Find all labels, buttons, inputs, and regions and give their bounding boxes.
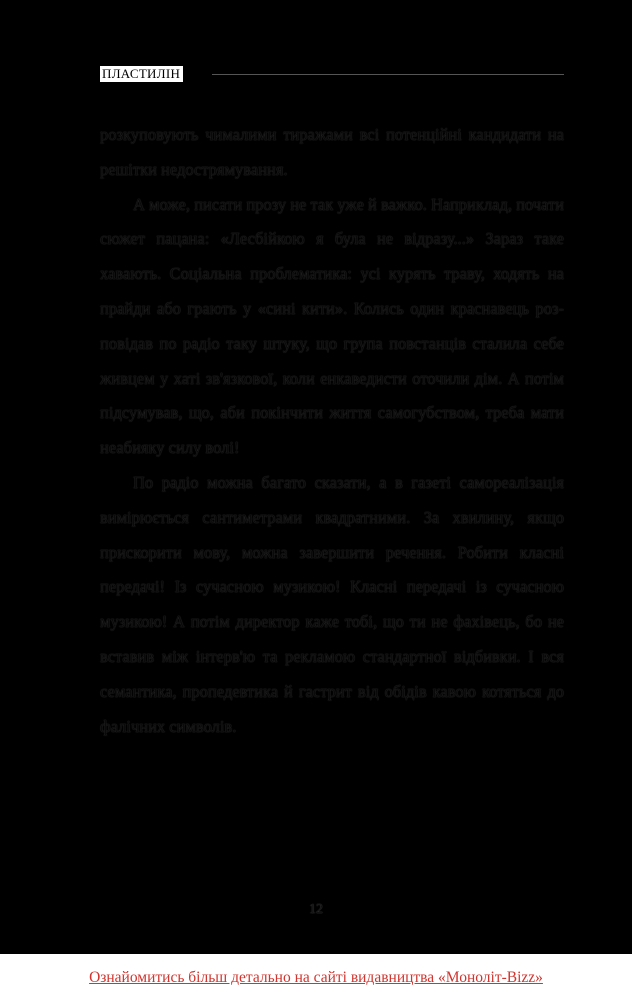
- publisher-footer: [0, 954, 632, 1000]
- paragraph-continuation: розкуповують чималими тиражами всі потенційні кандидати на решітки недострямування.: [100, 125, 564, 179]
- page-number: 12: [309, 902, 323, 917]
- paragraph: А може, писати прозу не так уже й важко. Наприклад, почати сюжет пацана: «Лесбійкою я була не відразу...» Зараз таке хавають. Соціальна проблематика: усі курять траву, ходять на прайди або грають у «сині кити». Колись один краснавець розповідав по радіо таку штуку, що група повстанців сталила себе живцем у хаті зв'язкової, коли енкаведисти оточили дім. А потім підсумував, що, аби покінчити життя самогубством, треба мати неабияку силу волі!: [100, 194, 564, 458]
- running-header-title: ПЛАСТИЛІН: [100, 66, 183, 82]
- page-body: [100, 118, 564, 744]
- publisher-site-link[interactable]: Ознайомитись більш детально на сайті видавництва «Моноліт-Bizz»: [89, 969, 543, 986]
- paragraph: По радіо можна багато сказати, а в газеті самореалізація вимірюється сантиметрами квадратними. За хвилину, якщо прискорити мову, можна завершити речення. Робити класні передачі! Із сучасною музикою! Класні передачі із сучасною музикою! А потім директор каже тобі, що ти не фахівець, бо не вставив між інтерв'ю та рекламою стандартної відбивки. І вся семантика, пропедевтика й гастрит від обідів кавою котяться до фалічних символів.: [100, 472, 564, 736]
- header-rule: [212, 74, 564, 75]
- running-header: [100, 66, 564, 82]
